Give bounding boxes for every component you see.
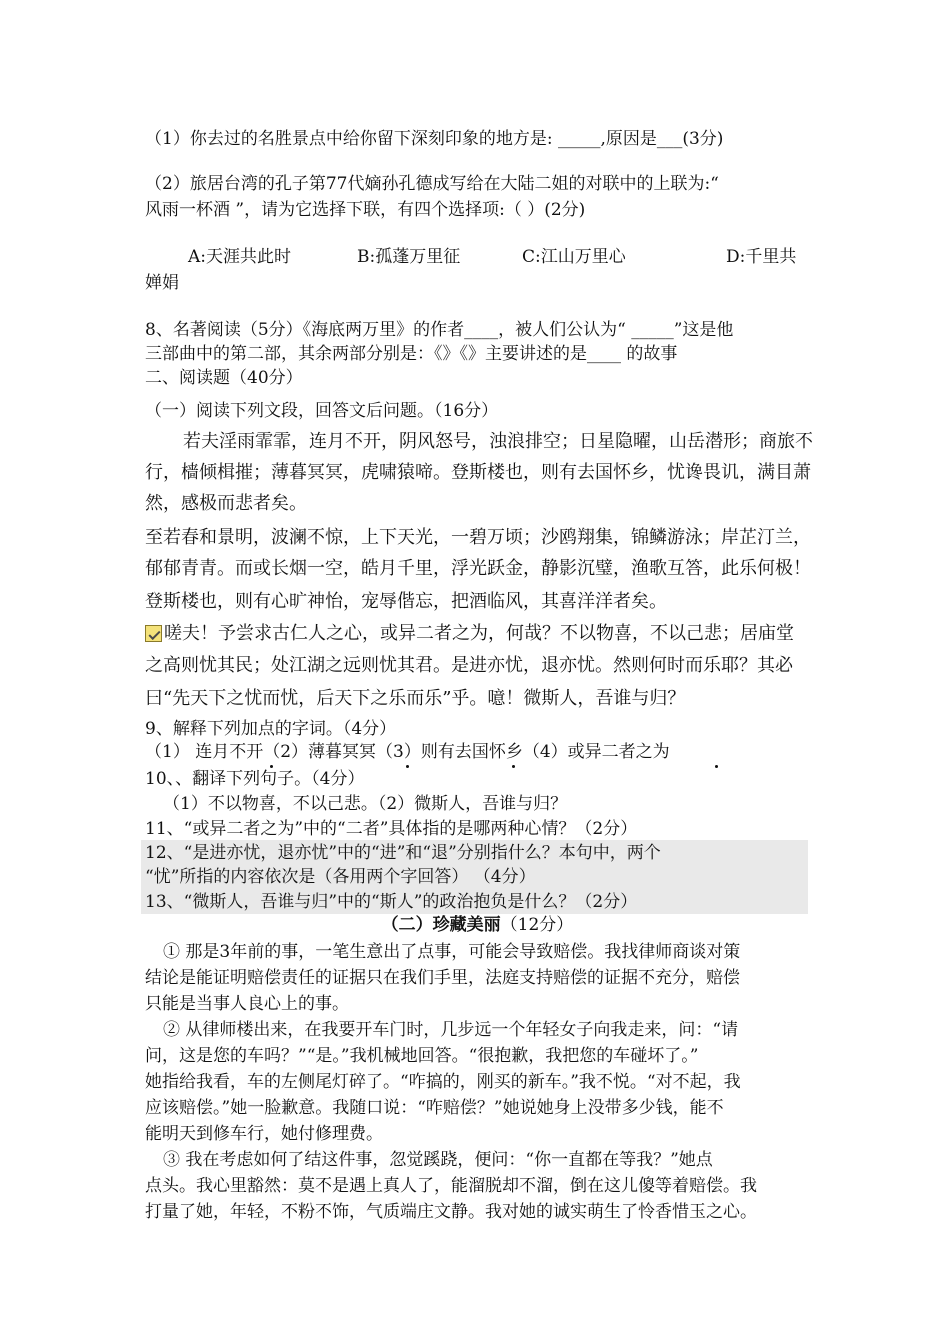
section-2-part1-heading: （一）阅读下列文段，回答文后问题。（16分） (145, 401, 499, 421)
option-d: D:千里共 (726, 247, 797, 267)
passage-p1-line3: 然，感极而悲者矣。 (145, 493, 307, 514)
passage-p2-line1: 至若春和景明，波澜不惊，上下天光，一碧万顷；沙鸥翔集，锦鳞游泳；岸芷汀兰， (145, 527, 811, 548)
option-a: A:天涯共此时 (188, 247, 292, 267)
passage-p2-line2: 郁郁青青。而或长烟一空，皓月千里，浮光跃金，静影沉璧，渔歌互答，此乐何极！ (145, 558, 811, 579)
section-title: （二）珍藏美丽 (381, 915, 501, 935)
question-10-items: （1）不以物喜，不以己悲。（2）微斯人，吾谁与归？ (163, 794, 568, 814)
passage-p3-line3: 曰“先天下之忧而忧，后天下之乐而乐”乎。噫！微斯人，吾谁与归？ (145, 688, 686, 709)
section-score: （12分） (500, 915, 574, 935)
section-2-heading: 二、阅读题（40分） (145, 368, 303, 388)
comment-note-icon[interactable] (145, 625, 162, 642)
story-p2-line3: 她指给我看，车的左侧尾灯碎了。“咋搞的，刚买的新车。”我不悦。“对不起，我 (145, 1072, 741, 1092)
passage-p3-line1 (145, 622, 810, 646)
story-p1-line2: 结论是能证明赔偿责任的证据只在我们手里，法庭支持赔偿的证据不充分，赔偿 (145, 968, 740, 988)
passage-p3-line2: 之高则忧其民；处江湖之远则忧其君。是进亦忧，退亦忧。然则何时而乐耶？其必 (145, 655, 793, 676)
story-p3-line1: ③ 我在考虑如何了结这件事，忽觉蹊跷，便问：“你一直都在等我？”她点 (163, 1150, 713, 1170)
question-9-items: （1） 连月不开（2）薄暮冥冥（3）则有去国怀乡（4）或异二者之为 (145, 742, 670, 762)
question-couplet-line1: （2）旅居台湾的孔子第77代嫡孙孔德成写给在大陆二姐的对联中的上联为:“ (145, 174, 719, 194)
option-d-cont: 婵娟 (145, 273, 179, 293)
passage-p2-line3: 登斯楼也，则有心旷神怡，宠辱偕忘，把酒临风，其喜洋洋者矣。 (145, 591, 667, 612)
question-8-line1: 8、名著阅读（5分）《海底两万里》的作者____，被人们公认为“ _____”这是他 (145, 320, 734, 340)
question-9: 9、解释下列加点的字词。（4分） (145, 719, 397, 739)
question-12-line2: “忧”所指的内容依次是（各用两个字回答） （4分） (145, 867, 536, 887)
option-b: B:孤蓬万里征 (357, 247, 461, 267)
passage-p3-text: 嗟夫！予尝求古仁人之心，或异二者之为，何哉？不以物喜，不以己悲；居庙堂 (164, 623, 794, 644)
question-couplet-line2: 风雨一杯酒 ”，请为它选择下联，有四个选择项:（ ）(2分) (145, 200, 586, 220)
story-p2-line5: 能明天到修车行，她付修理费。 (145, 1124, 383, 1144)
story-p3-line3: 打量了她，年轻，不粉不饰，气质端庄文静。我对她的诚实萌生了怜香惜玉之心。 (145, 1202, 757, 1222)
story-p3-line2: 点头。我心里豁然：莫不是遇上真人了，能溜脱却不溜，倒在这儿傻等着赔偿。我 (145, 1176, 757, 1196)
question-8-line2: 三部曲中的第二部，其余两部分别是：《》《》主要讲述的是____ 的故事 (145, 344, 678, 364)
story-p2-line2: 问，这是您的车吗？”“是。”我机械地回答。“很抱歉，我把您的车碰坏了。” (145, 1046, 699, 1066)
story-p2-line4: 应该赔偿。”她一脸歉意。我随口说：“咋赔偿？”她说她身上没带多少钱，能不 (145, 1098, 724, 1118)
story-p1-line3: 只能是当事人良心上的事。 (145, 994, 349, 1014)
option-c: C:江山万里心 (522, 247, 626, 267)
passage-p1-line2: 行，樯倾楫摧；薄暮冥冥，虎啸猿啼。登斯楼也，则有去国怀乡，忧谗畏讥，满目萧 (145, 462, 811, 483)
question-scenic-spot: （1）你去过的名胜景点中给你留下深刻印象的地方是: _____,原因是___(3分) (145, 129, 724, 149)
section-2-part2-heading (145, 913, 810, 937)
question-13: 13、“微斯人，吾谁与归”中的“斯人”的政治抱负是什么？（2分） (145, 892, 638, 912)
question-10: 10、、翻译下列句子。（4分） (145, 769, 365, 789)
passage-p1-line1: 若夫淫雨霏霏，连月不开，阴风怒号，浊浪排空；日星隐曜，山岳潜形；商旅不 (183, 431, 813, 452)
story-p1-line1: ① 那是3年前的事，一笔生意出了点事，可能会导致赔偿。我找律师商谈对策 (163, 942, 741, 962)
question-12-line1: 12、“是进亦忧，退亦忧”中的“进”和“退”分别指什么？本句中，两个 (145, 843, 661, 863)
question-11: 11、“或异二者之为”中的“二者”具体指的是哪两种心情？（2分） (145, 819, 638, 839)
story-p2-line1: ② 从律师楼出来，在我要开车门时，几步远一个年轻女子向我走来，问：“请 (163, 1020, 739, 1040)
